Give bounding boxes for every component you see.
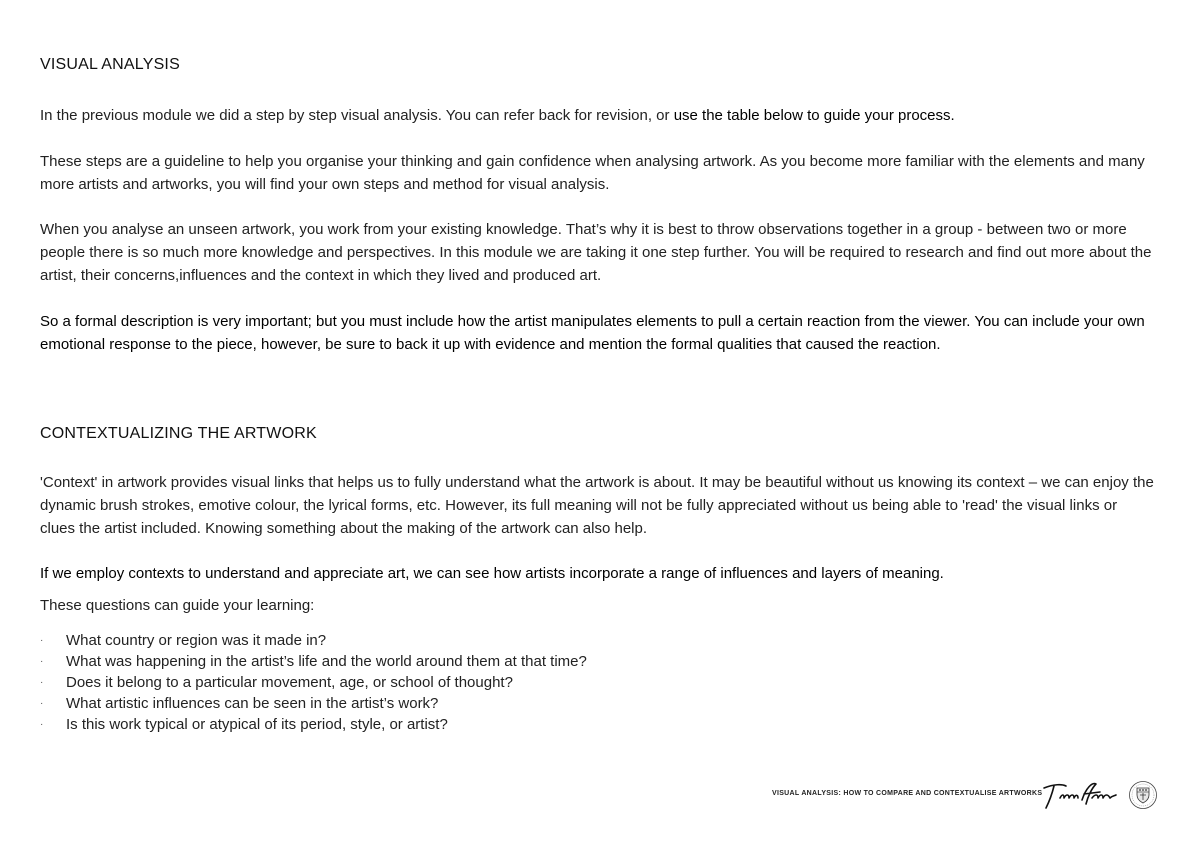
footer-title: VISUAL ANALYSIS: HOW TO COMPARE AND CONTEXTUALISE ARTWORKS bbox=[772, 790, 1043, 797]
paragraph-intro bbox=[40, 104, 1155, 127]
list-item-text: What artistic influences can be seen in the artist’s work? bbox=[66, 695, 439, 712]
bullet-icon: · bbox=[40, 656, 44, 667]
section-heading-contextualizing: CONTEXTUALIZING THE ARTWORK bbox=[40, 425, 317, 442]
paragraph-context: 'Context' in artwork provides visual links that helps us to fully understand what the artwork is about. It may be beautiful without us knowing its context – we can enjoy the dynamic brush strokes, emotive colour, the lyrical forms, etc. However, its full meaning will not be fully appreciated without us being able to 'read' the visual links or clues the artist included. Knowing something about the making of the artwork can also help. bbox=[40, 474, 1154, 537]
signature-icon bbox=[1040, 778, 1120, 812]
paragraph-unseen-artwork: When you analyse an unseen artwork, you work from your existing knowledge. That’s why it is best to throw observations together in a group - between two or more people there is so much more knowledge and perspectives. In this module we are taking it one step further. You will be required to research and find out more about the artist, their concerns,influences and the context in which they lived and produced art. bbox=[40, 221, 1152, 284]
questions-list bbox=[40, 630, 587, 735]
list-item-text: What country or region was it made in? bbox=[66, 632, 327, 649]
paragraph-guideline: These steps are a guideline to help you organise your thinking and gain confidence when analysing artwork. As you become more familiar with the elements and many more artists and artworks, you will find your own steps and method for visual analysis. bbox=[40, 153, 1145, 193]
list-item bbox=[40, 693, 587, 714]
paragraph-formal-description: So a formal description is very important; but you must include how the artist manipulates elements to pull a certain reaction from the viewer. You can include your own emotional response to the piece, however, be sure to back it up with evidence and mention the formal qualities that caused the reaction. bbox=[40, 313, 1145, 353]
bullet-icon: · bbox=[40, 698, 44, 709]
university-crest-icon bbox=[1128, 780, 1158, 810]
paragraph-questions-intro: These questions can guide your learning: bbox=[40, 597, 315, 614]
intro-emphasis-text: use the table below to guide your process. bbox=[673, 107, 955, 124]
list-item bbox=[40, 630, 587, 651]
list-item bbox=[40, 714, 587, 735]
list-item-text: What was happening in the artist’s life and the world around them at that time? bbox=[66, 653, 587, 670]
list-item bbox=[40, 651, 587, 672]
list-item-text: Is this work typical or atypical of its period, style, or artist? bbox=[66, 716, 448, 733]
bullet-icon: · bbox=[40, 719, 44, 730]
paragraph-employ-contexts: If we employ contexts to understand and appreciate art, we can see how artists incorporate a range of influences and layers of meaning. bbox=[40, 565, 944, 582]
section-heading-visual-analysis: VISUAL ANALYSIS bbox=[40, 56, 180, 73]
list-item bbox=[40, 672, 587, 693]
bullet-icon: · bbox=[40, 677, 44, 688]
intro-plain-text: In the previous module we did a step by step visual analysis. You can refer back for revision, or bbox=[40, 107, 674, 124]
bullet-icon: · bbox=[40, 635, 44, 646]
list-item-text: Does it belong to a particular movement, age, or school of thought? bbox=[66, 674, 513, 691]
